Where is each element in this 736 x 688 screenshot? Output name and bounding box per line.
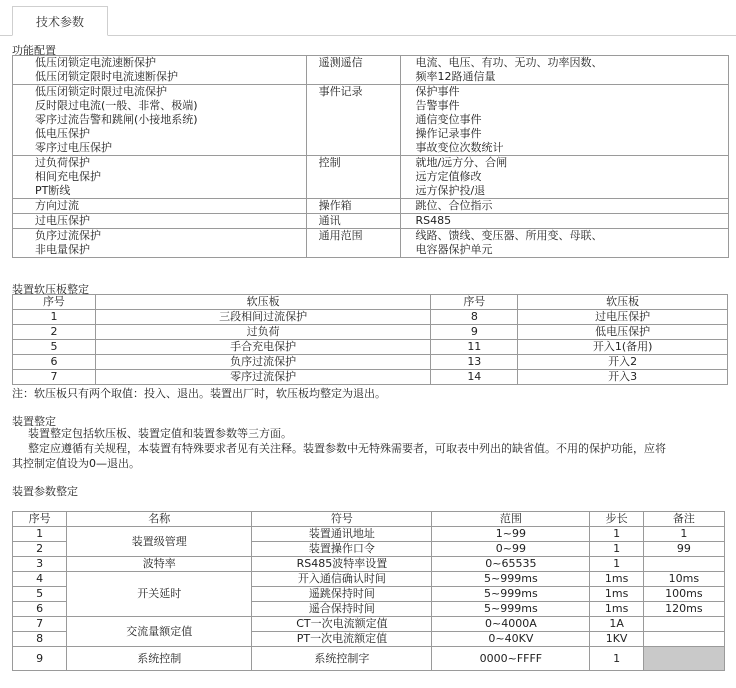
func-right-cell (401, 156, 729, 199)
soft-cell: 7 (13, 370, 96, 385)
func-category: 控制 (318, 156, 341, 169)
func-item: PT断线 (35, 184, 71, 197)
params-step: 1 (590, 542, 643, 557)
params-range: 5~999ms (432, 602, 590, 617)
func-item: 过电压保护 (35, 214, 90, 227)
params-no: 2 (13, 542, 67, 557)
params-row (13, 572, 725, 587)
params-step: 1 (590, 557, 643, 572)
params-row (13, 617, 725, 632)
params-group: 装置级管理 (67, 527, 252, 557)
soft-cell: 负序过流保护 (95, 355, 430, 370)
params-table (12, 511, 725, 671)
params-symbol: PT一次电流额定值 (252, 632, 432, 647)
func-left-cell (13, 156, 307, 199)
func-category: 遥测遥信 (318, 56, 363, 69)
func-item: 非电量保护 (35, 243, 90, 256)
func-row (13, 85, 729, 156)
func-category-cell (306, 156, 401, 199)
params-group: 波特率 (67, 557, 252, 572)
tab-tech-params[interactable]: 技术参数 (12, 6, 108, 36)
params-symbol: 遥跳保持时间 (252, 587, 432, 602)
params-row (13, 527, 725, 542)
params-symbol: 装置通讯地址 (252, 527, 432, 542)
setting-line-3: 其控制定值设为0—退出。 (12, 457, 140, 470)
params-step: 1KV (590, 632, 643, 647)
soft-row (13, 370, 728, 385)
soft-cell: 8 (431, 310, 518, 325)
soft-header-cell: 软压板 (95, 295, 430, 310)
func-item: 低电压保护 (35, 127, 90, 140)
soft-row (13, 325, 728, 340)
soft-row (13, 340, 728, 355)
params-no: 6 (13, 602, 67, 617)
func-row (13, 214, 729, 229)
soft-cell: 过电压保护 (518, 310, 728, 325)
func-item: 低压闭锁定限时电流速断保护 (35, 70, 178, 83)
params-row (13, 557, 725, 572)
params-no: 5 (13, 587, 67, 602)
soft-row (13, 355, 728, 370)
params-header-cell: 名称 (67, 512, 252, 527)
setting-line-1: 装置整定包括软压板、装置定值和装置参数等三方面。 (28, 427, 292, 440)
func-item: 反时限过电流(一般、非常、极端) (35, 99, 198, 112)
func-category-cell (306, 214, 401, 229)
func-detail: 操作记录事件 (415, 127, 482, 140)
params-no: 9 (13, 647, 67, 671)
func-category: 通讯 (318, 214, 341, 227)
func-detail: 告警事件 (415, 99, 460, 112)
func-item: 低压闭锁定电流速断保护 (35, 56, 156, 69)
params-range: 0~99 (432, 542, 590, 557)
soft-header-cell: 序号 (13, 295, 96, 310)
soft-cell: 手合充电保护 (95, 340, 430, 355)
func-left-cell (13, 199, 307, 214)
params-group: 系统控制 (67, 647, 252, 671)
func-left-cell (13, 85, 307, 156)
func-right-cell (401, 199, 729, 214)
params-step: 1 (590, 647, 643, 671)
soft-cell: 1 (13, 310, 96, 325)
params-symbol: 系统控制字 (252, 647, 432, 671)
params-header-cell: 序号 (13, 512, 67, 527)
params-header-cell: 备注 (643, 512, 724, 527)
params-step: 1ms (590, 572, 643, 587)
soft-cell: 零序过流保护 (95, 370, 430, 385)
func-item: 过负荷保护 (35, 156, 90, 169)
setting-line-2: 整定应遵循有关规程，本装置有特殊要求者见有关注释。装置参数中无特殊需要者，可取表中列出的缺省值。不用的保护功能，应将 (28, 442, 666, 455)
params-heading: 装置参数整定 (12, 485, 78, 498)
params-step: 1ms (590, 602, 643, 617)
params-header-cell: 范围 (432, 512, 590, 527)
soft-header-row (13, 295, 728, 310)
params-step: 1A (590, 617, 643, 632)
params-note: 100ms (643, 587, 724, 602)
params-note: 1 (643, 527, 724, 542)
func-row (13, 199, 729, 214)
params-note (643, 617, 724, 632)
params-note (643, 632, 724, 647)
params-symbol: 遥合保持时间 (252, 602, 432, 617)
func-left-cell (13, 229, 307, 258)
soft-heading: 装置软压板整定 (12, 283, 89, 296)
func-heading: 功能配置 (12, 44, 56, 57)
func-category: 通用范围 (318, 229, 363, 242)
func-detail: 通信变位事件 (415, 113, 482, 126)
params-note: 10ms (643, 572, 724, 587)
soft-cell: 6 (13, 355, 96, 370)
params-no: 1 (13, 527, 67, 542)
func-right-cell (401, 56, 729, 85)
func-left-cell (13, 214, 307, 229)
soft-note: 注：软压板只有两个取值：投入、退出。装置出厂时，软压板均整定为退出。 (12, 387, 386, 400)
func-item: 零序过流告警和跳闸(小接地系统) (35, 113, 198, 126)
params-header-row (13, 512, 725, 527)
soft-header-cell: 软压板 (518, 295, 728, 310)
func-detail: 电流、电压、有功、无功、功率因数、 (415, 56, 603, 69)
params-row (13, 647, 725, 671)
soft-cell: 开入3 (518, 370, 728, 385)
func-table (12, 55, 729, 258)
soft-header-cell: 序号 (431, 295, 518, 310)
params-note: 120ms (643, 602, 724, 617)
tab-bar (0, 0, 736, 37)
func-detail: RS485 (415, 214, 452, 227)
func-category: 事件记录 (318, 85, 363, 98)
func-row (13, 156, 729, 199)
soft-cell: 13 (431, 355, 518, 370)
params-group: 开关延时 (67, 572, 252, 617)
func-detail: 保护事件 (415, 85, 460, 98)
params-note (643, 557, 724, 572)
func-item: 方向过流 (35, 199, 79, 212)
func-category-cell (306, 56, 401, 85)
soft-table (12, 294, 728, 385)
func-right-cell (401, 229, 729, 258)
func-detail: 线路、馈线、变压器、所用变、母联、 (415, 229, 603, 242)
params-header-cell: 符号 (252, 512, 432, 527)
params-group: 交流量额定值 (67, 617, 252, 647)
params-note (643, 647, 724, 671)
func-category-cell (306, 229, 401, 258)
soft-row (13, 310, 728, 325)
params-header-cell: 步长 (590, 512, 643, 527)
func-detail: 事故变位次数统计 (415, 141, 504, 154)
func-detail: 远方定值修改 (415, 170, 482, 183)
func-detail: 远方保护投/退 (415, 184, 486, 197)
params-no: 8 (13, 632, 67, 647)
func-category: 操作箱 (318, 199, 352, 212)
func-detail: 跳位、合位指示 (415, 199, 493, 212)
func-item: 负序过流保护 (35, 229, 101, 242)
func-item: 零序过电压保护 (35, 141, 112, 154)
soft-cell: 低电压保护 (518, 325, 728, 340)
params-step: 1 (590, 527, 643, 542)
soft-cell: 三段相间过流保护 (95, 310, 430, 325)
func-detail: 就地/远方分、合闸 (415, 156, 508, 169)
func-item: 低压闭锁定时限过电流保护 (35, 85, 167, 98)
params-range: 0~40KV (432, 632, 590, 647)
func-row (13, 56, 729, 85)
params-symbol: 开入通信确认时间 (252, 572, 432, 587)
soft-cell: 开入1(备用) (518, 340, 728, 355)
func-category-cell (306, 85, 401, 156)
params-no: 4 (13, 572, 67, 587)
func-detail: 电容器保护单元 (415, 243, 493, 256)
setting-heading: 装置整定 (12, 415, 56, 428)
tab-divider (0, 35, 736, 36)
func-right-cell (401, 214, 729, 229)
func-category-cell (306, 199, 401, 214)
soft-cell: 过负荷 (95, 325, 430, 340)
params-no: 7 (13, 617, 67, 632)
params-note: 99 (643, 542, 724, 557)
params-symbol: CT一次电流额定值 (252, 617, 432, 632)
params-symbol: RS485波特率设置 (252, 557, 432, 572)
soft-cell: 5 (13, 340, 96, 355)
params-symbol: 装置操作口令 (252, 542, 432, 557)
params-range: 0~4000A (432, 617, 590, 632)
func-left-cell (13, 56, 307, 85)
soft-cell: 9 (431, 325, 518, 340)
func-item: 相间充电保护 (35, 170, 101, 183)
params-range: 0000~FFFF (432, 647, 590, 671)
soft-cell: 11 (431, 340, 518, 355)
soft-cell: 14 (431, 370, 518, 385)
params-range: 5~999ms (432, 587, 590, 602)
func-detail: 频率12路通信量 (415, 70, 496, 83)
params-range: 0~65535 (432, 557, 590, 572)
soft-cell: 开入2 (518, 355, 728, 370)
func-right-cell (401, 85, 729, 156)
soft-cell: 2 (13, 325, 96, 340)
params-step: 1ms (590, 587, 643, 602)
params-no: 3 (13, 557, 67, 572)
params-range: 5~999ms (432, 572, 590, 587)
params-range: 1~99 (432, 527, 590, 542)
func-row (13, 229, 729, 258)
